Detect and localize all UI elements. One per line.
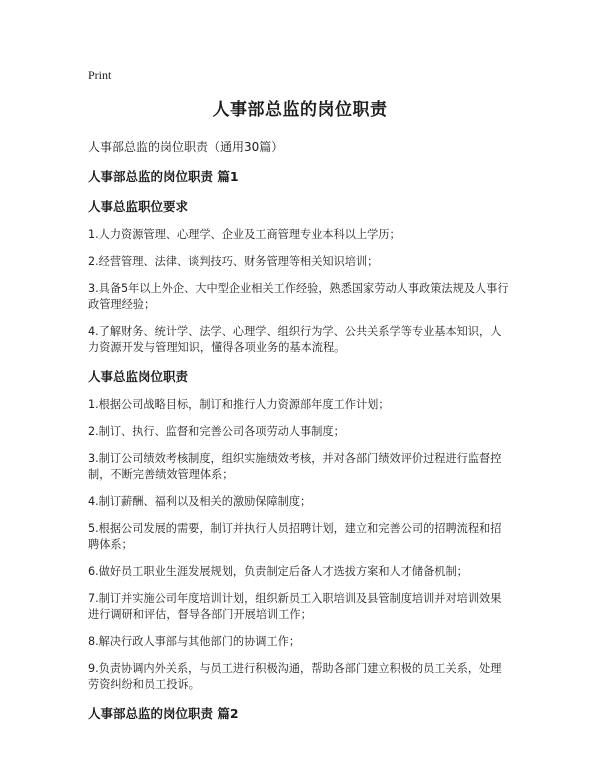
requirement-item: 1.人力资源管理、心理学、企业及工商管理专业本科以上学历； <box>88 228 401 241</box>
requirement-item: 2.经营管理、法律、谈判技巧、财务管理等相关知识培训； <box>88 255 379 268</box>
duty-item: 3.制订公司绩效考核制度，组织实施绩效考核，并对各部门绩效评价过程进行监督控制，不断完善绩效管理体系； <box>88 452 502 481</box>
section-title-1: 人事部总监的岗位职责 篇1 <box>88 169 239 184</box>
duty-item: 8.解决行政人事部与其他部门的协调工作； <box>88 635 301 648</box>
duty-item: 6.做好员工职业生涯发展规划，负责制定后备人才选拔方案和人才储备机制； <box>88 565 468 578</box>
requirements-block <box>88 197 512 356</box>
document-subtitle: 人事部总监的岗位职责（通用30篇） <box>88 140 284 154</box>
duties-block <box>88 367 512 693</box>
section-title-2: 人事部总监的岗位职责 篇2 <box>88 706 239 721</box>
requirements-heading: 人事总监职位要求 <box>88 199 189 214</box>
duty-item: 9.负责协调内外关系，与员工进行积极沟通，帮助各部门建立积极的员工关系，处理劳资纠纷和员工投诉。 <box>88 662 502 691</box>
print-link[interactable]: Print <box>88 68 112 82</box>
duty-item: 2.制订、执行、监督和完善公司各项劳动人事制度； <box>88 425 345 438</box>
duty-item: 4.制订薪酬、福利以及相关的激励保障制度； <box>88 495 312 508</box>
requirement-item: 3.具备5年以上外企、大中型企业相关工作经验，熟悉国家劳动人事政策法规及人事行政管理经验； <box>88 282 509 311</box>
duties-heading: 人事总监岗位职责 <box>88 369 189 384</box>
duty-item: 5.根据公司发展的需要，制订并执行人员招聘计划，建立和完善公司的招聘流程和招聘体系； <box>88 522 502 551</box>
requirement-item: 4.了解财务、统计学、法学、心理学、组织行为学、公共关系学等专业基本知识，人力资源开发与管理知识，懂得各项业务的基本流程。 <box>88 325 502 354</box>
duty-item: 1.根据公司战略目标，制订和推行人力资源部年度工作计划； <box>88 398 390 411</box>
page-title: 人事部总监的岗位职责 <box>212 100 388 120</box>
duty-item: 7.制订并实施公司年度培训计划，组织新员工入职培训及县管制度培训并对培训效果进行调研和评估，督导各部门开展培训工作； <box>88 592 502 621</box>
